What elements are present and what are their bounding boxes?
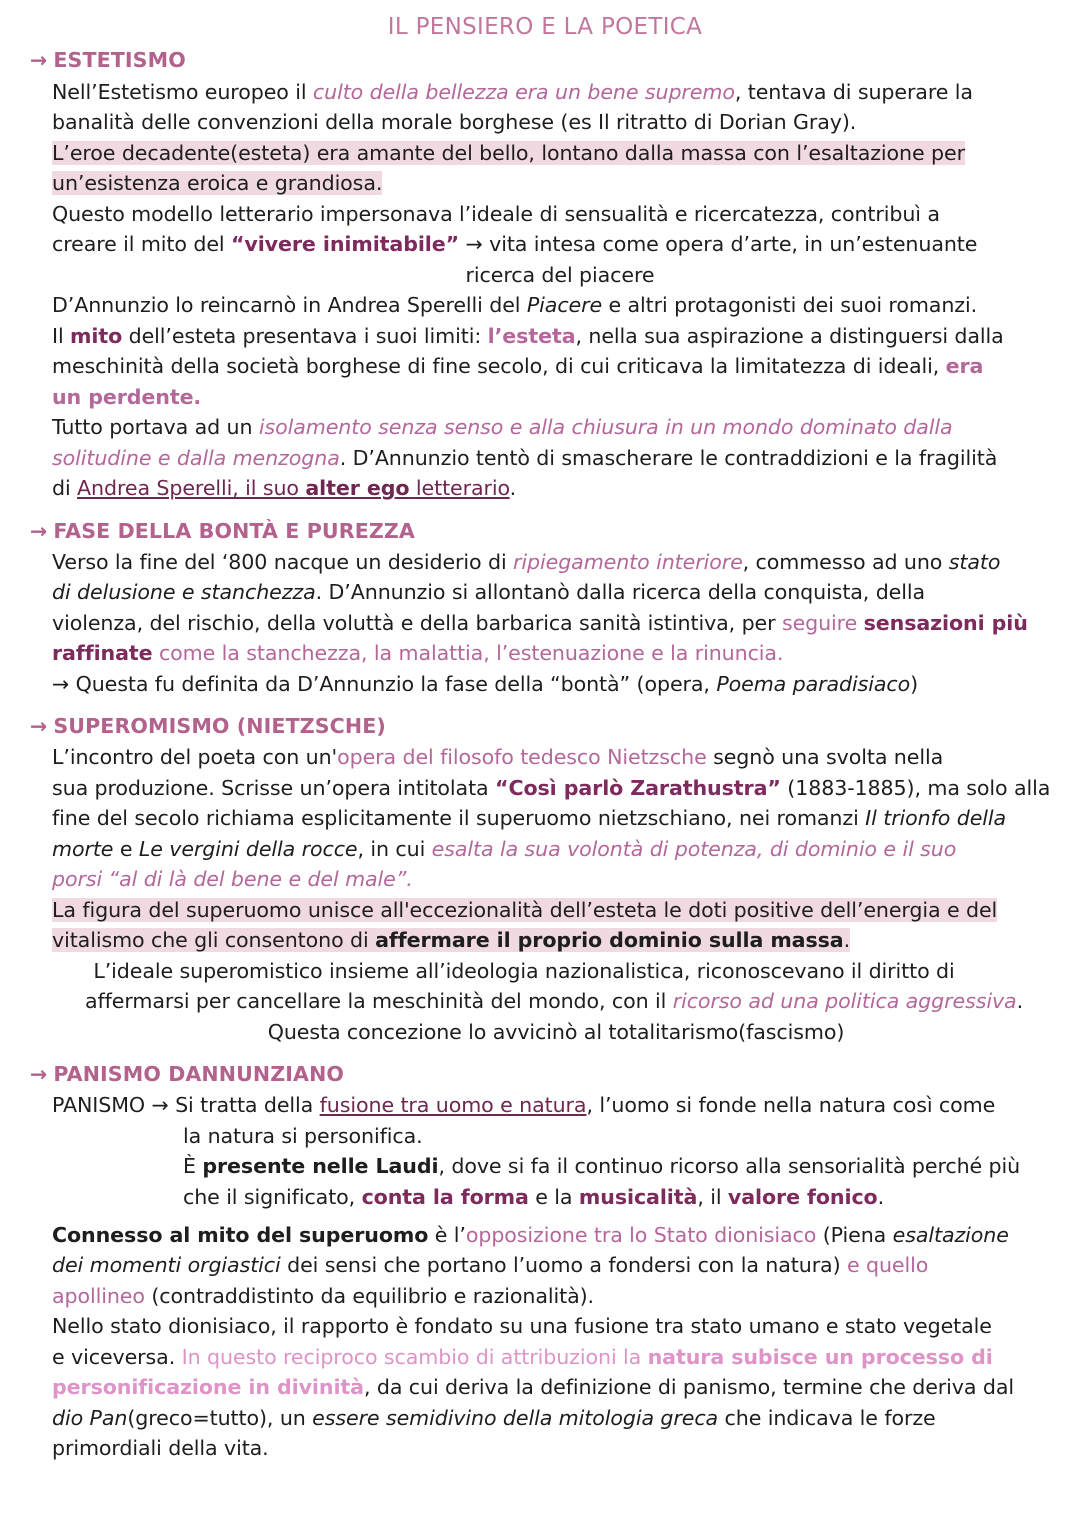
text-line: affermarsi per cancellare la meschinità del mondo, con il ricorso ad una politica aggressiva. bbox=[84, 989, 1024, 1013]
text-line: L’incontro del poeta con un'opera del filosofo tedesco Nietzsche segnò una svolta nella bbox=[52, 745, 944, 769]
text-line: ricerca del piacere bbox=[465, 263, 655, 287]
text-line: Questa concezione lo avvicinò al totalitarismo(fascismo) bbox=[267, 1020, 845, 1044]
text-line: → Questa fu definita da D’Annunzio la fase della “bontà” (opera, Poema paradisiaco) bbox=[52, 672, 919, 696]
text-line: Nell’Estetismo europeo il culto della bellezza era un bene supremo, tentava di superare la bbox=[52, 80, 973, 104]
text-line: Nello stato dionisiaco, il rapporto è fondato su una fusione tra stato umano e stato vegetale bbox=[52, 1314, 992, 1338]
text-line: che il significato, conta la forma e la musicalità, il valore fonico. bbox=[183, 1185, 885, 1209]
arrow-icon: → bbox=[30, 48, 48, 72]
text-line: PANISMO → Si tratta della fusione tra uomo e natura, l’uomo si fonde nella natura così come bbox=[52, 1093, 996, 1117]
text-line: violenza, del rischio, della voluttà e della barbarica sanità istintiva, per seguire sensazioni più bbox=[52, 611, 1028, 635]
text-line: la natura si personifica. bbox=[183, 1124, 423, 1148]
text-line: meschinità della società borghese di fine secolo, di cui criticava la limitatezza di ideali, era bbox=[52, 354, 984, 378]
heading-superomismo: → SUPEROMISMO (NIETZSCHE) bbox=[30, 714, 386, 738]
highlighted-line: La figura del superuomo unisce all'eccezionalità dell’esteta le doti positive dell’energia e del bbox=[52, 898, 998, 922]
heading-estetismo: → ESTETISMO bbox=[30, 48, 186, 72]
text-line: di Andrea Sperelli, il suo alter ego letterario. bbox=[52, 476, 517, 500]
text-line: Questo modello letterario impersonava l’ideale di sensualità e ricercatezza, contribuì a bbox=[52, 202, 940, 226]
text-line: L’ideale superomistico insieme all’ideologia nazionalistica, riconoscevano il diritto di bbox=[93, 959, 955, 983]
text-line: e viceversa. In questo reciproco scambio di attribuzioni la natura subisce un processo di bbox=[52, 1345, 993, 1369]
text-line: fine del secolo richiama esplicitamente il superuomo nietzschiano, nei romanzi Il trionfo della bbox=[52, 806, 1007, 830]
text-line: È presente nelle Laudi, dove si fa il continuo ricorso alla sensorialità perché più bbox=[183, 1154, 1021, 1178]
text-line: personificazione in divinità, da cui deriva la definizione di panismo, termine che deriva dal bbox=[52, 1375, 1014, 1399]
highlighted-line: L’eroe decadente(esteta) era amante del bello, lontano dalla massa con l’esaltazione per bbox=[52, 141, 965, 165]
text-line: solitudine e dalla menzogna. D’Annunzio tentò di smascherare le contraddizioni e la fragilità bbox=[52, 446, 998, 470]
text-line: creare il mito del “vivere inimitabile” → vita intesa come opera d’arte, in un’estenuante bbox=[52, 232, 978, 256]
highlighted-line: un’esistenza eroica e grandiosa. bbox=[52, 171, 383, 195]
text-line: dei momenti orgiastici dei sensi che portano l’uomo a fondersi con la natura) e quello bbox=[52, 1253, 929, 1277]
arrow-icon: → bbox=[30, 714, 48, 738]
text-line: dio Pan(greco=tutto), un essere semidivino della mitologia greca che indicava le forze bbox=[52, 1406, 936, 1430]
text-line: Il mito dell’esteta presentava i suoi limiti: l’esteta, nella sua aspirazione a distinguersi dalla bbox=[52, 324, 1004, 348]
text-line: banalità delle convenzioni della morale borghese (es Il ritratto di Dorian Gray). bbox=[52, 110, 857, 134]
heading-panismo: → PANISMO DANNUNZIANO bbox=[30, 1062, 345, 1086]
text-line: Connesso al mito del superuomo è l’opposizione tra lo Stato dionisiaco (Piena esaltazione bbox=[52, 1223, 1009, 1247]
highlighted-line: vitalismo che gli consentono di affermare il proprio dominio sulla massa. bbox=[52, 928, 851, 952]
text-line: un perdente. bbox=[52, 385, 202, 409]
text-line: Verso la fine del ‘800 nacque un desiderio di ripiegamento interiore, commesso ad uno stato bbox=[52, 550, 1001, 574]
text-line: primordiali della vita. bbox=[52, 1436, 269, 1460]
text-line: sua produzione. Scrisse un’opera intitolata “Così parlò Zarathustra” (1883-1885), ma solo alla bbox=[52, 776, 1051, 800]
text-line: raffinate come la stanchezza, la malattia, l’estenuazione e la rinuncia. bbox=[52, 641, 784, 665]
text-line: porsi “al di là del bene e del male”. bbox=[52, 867, 413, 891]
arrow-icon: → bbox=[30, 1062, 48, 1086]
text-line: di delusione e stanchezza. D’Annunzio si allontanò dalla ricerca della conquista, della bbox=[52, 580, 926, 604]
text-line: morte e Le vergini della rocce, in cui esalta la sua volontà di potenza, di dominio e il suo bbox=[52, 837, 957, 861]
page-title: IL PENSIERO E LA POETICA bbox=[387, 14, 703, 40]
text-line: apollineo (contraddistinto da equilibrio e razionalità). bbox=[52, 1284, 594, 1308]
heading-bonta: → FASE DELLA BONTÀ E PUREZZA bbox=[30, 519, 415, 543]
text-line: Tutto portava ad un isolamento senza senso e alla chiusura in un mondo dominato dalla bbox=[52, 415, 953, 439]
text-line: D’Annunzio lo reincarnò in Andrea Sperelli del Piacere e altri protagonisti dei suoi romanzi. bbox=[52, 293, 978, 317]
arrow-icon: → bbox=[30, 519, 48, 543]
